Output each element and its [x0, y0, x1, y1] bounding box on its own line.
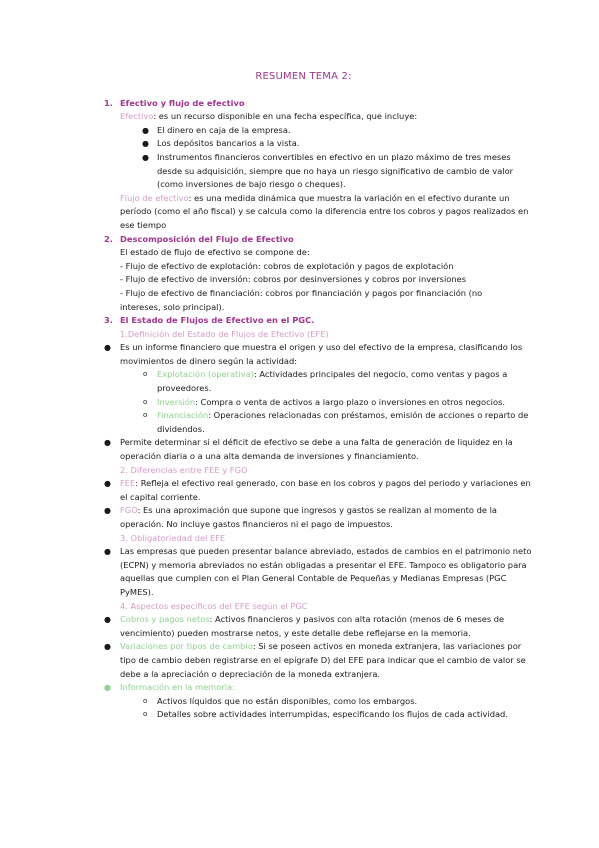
list-item: ● Es un informe financiero que muestra el origen y uso del efectivo de la empresa, clasificando los movimientos de dinero según la actividad:: [104, 342, 523, 366]
section-heading: Efectivo y flujo de efectivo: [120, 97, 245, 108]
definition-flujo: [60, 192, 539, 233]
list-item: ● Variaciones por tipos de cambio: Si se poseen activos en moneda extranjera, las variaciones por tipo de cambio deben registrarse en el epígrafe D) del EFE para indicar que el cambio de valor se debe a la apreciación o depreciación de la moneda extranjera.: [104, 641, 526, 679]
document-title: RESUMEN TEMA 2:: [255, 71, 352, 82]
definition-text: : es un recurso disponible en una fecha específica, que incluye:: [153, 111, 418, 122]
list-item: ● Cobros y pagos netos: Activos financieros y pasivos con alta rotación (menos de 6 meses de vencimiento) pueden mostrarse netos, y este detalle debe reflejarse en la memoria.: [104, 614, 505, 638]
paragraph-line: - Flujo de efectivo de explotación: cobros de explotación y pagos de explotación: [120, 260, 454, 271]
list-item: o Explotación (operativa): Actividades principales del negocio, como ventas y pagos a proveedores.: [143, 369, 508, 394]
efectivo-list: [60, 124, 539, 192]
list-item: ● FEE: Refleja el efectivo real generado, con base en los cobros y pagos del periodo y variaciones en el capital corriente.: [104, 478, 531, 502]
subsection-heading: 4. Aspectos específicos del EFE según el PGC: [120, 600, 308, 611]
list-item: ● Permite determinar si el déficit de efectivo se debe a una falta de generación de liquidez en la operación diaria o a una alta demanda de inversiones y financiamiento.: [104, 437, 513, 462]
list-item: o Activos líquidos que no están disponibles, como los embargos.: [143, 695, 418, 706]
section-number: 1.: [104, 97, 113, 108]
memoria-list: [60, 695, 539, 722]
definition-efectivo: [60, 110, 539, 124]
paragraph-line: - Flujo de efectivo de financiación: cobros por financiación y pagos por financiación (no intereses, solo principal).: [120, 287, 483, 312]
list-item: o Inversión: Compra o venta de activos a largo plazo o inversiones en otros negocios.: [143, 396, 506, 407]
definition-text: : es una medida dinámica que muestra la variación en el efectivo durante un período (como el año fiscal) y se calcula como la diferencia entre los cobros y pagos realizados en ese tiempo: [120, 192, 529, 230]
list-item: ● Los depósitos bancarios a la vista.: [142, 138, 300, 149]
section-number: 3.: [104, 315, 113, 326]
activities-list: [60, 368, 539, 436]
section-heading: Descomposición del Flujo de Efectivo: [120, 233, 294, 244]
subsection-heading: 2. Diferencias entre FEE y FGO: [120, 464, 248, 475]
paragraph-line: - Flujo de efectivo de inversión: cobros por desinversiones y cobros por inversiones: [120, 274, 467, 285]
subsection-heading: 1.Definición del Estado de Flujos de Efectivo (EFE): [120, 328, 329, 339]
list-item: ● Información en la memoria:: [104, 682, 235, 693]
section-heading: El Estado de Flujos de Efectivo en el PGC.: [120, 315, 315, 326]
subsection-heading: 3. Obligatoriedad del EFE: [120, 532, 226, 543]
term: Efectivo: [120, 111, 154, 122]
section-1: [60, 97, 539, 111]
list-item: o Detalles sobre actividades interrumpidas, especificando los flujos de cada actividad.: [143, 709, 508, 720]
paragraph-line: El estado de flujo de efectivo se compone de:: [120, 247, 310, 258]
list-item: ● FGO: Es una aproximación que supone que ingresos y gastos se realizan al momento de la operación. No incluye gastos financieros ni el pago de impuestos.: [104, 505, 498, 529]
section-3: [60, 314, 539, 328]
section-2: [60, 233, 539, 247]
section-number: 2.: [104, 233, 113, 244]
list-item: o Financiación: Operaciones relacionadas con préstamos, emisión de acciones o reparto de dividendos.: [143, 410, 529, 434]
list-item: ● Las empresas que pueden presentar balance abreviado, estados de cambios en el patrimonio neto (ECPN) y memoria abreviados no están obligadas a presentar el EFE. Tampoco es obligatorio para aquellas que cumplen con el Plan General Contable de Pequeñas y Medianas Empresas (PGC PyMES).: [104, 546, 532, 597]
term: Flujo de efectivo: [120, 192, 189, 203]
list-item: ● Instrumentos financieros convertibles en efectivo en un plazo máximo de tres meses desde su adquisición, siempre que no haya un riesgo significativo de cambio de valor (como inversiones de bajo riesgo o cheques).: [142, 151, 514, 190]
list-item: ● El dinero en caja de la empresa.: [142, 124, 291, 135]
